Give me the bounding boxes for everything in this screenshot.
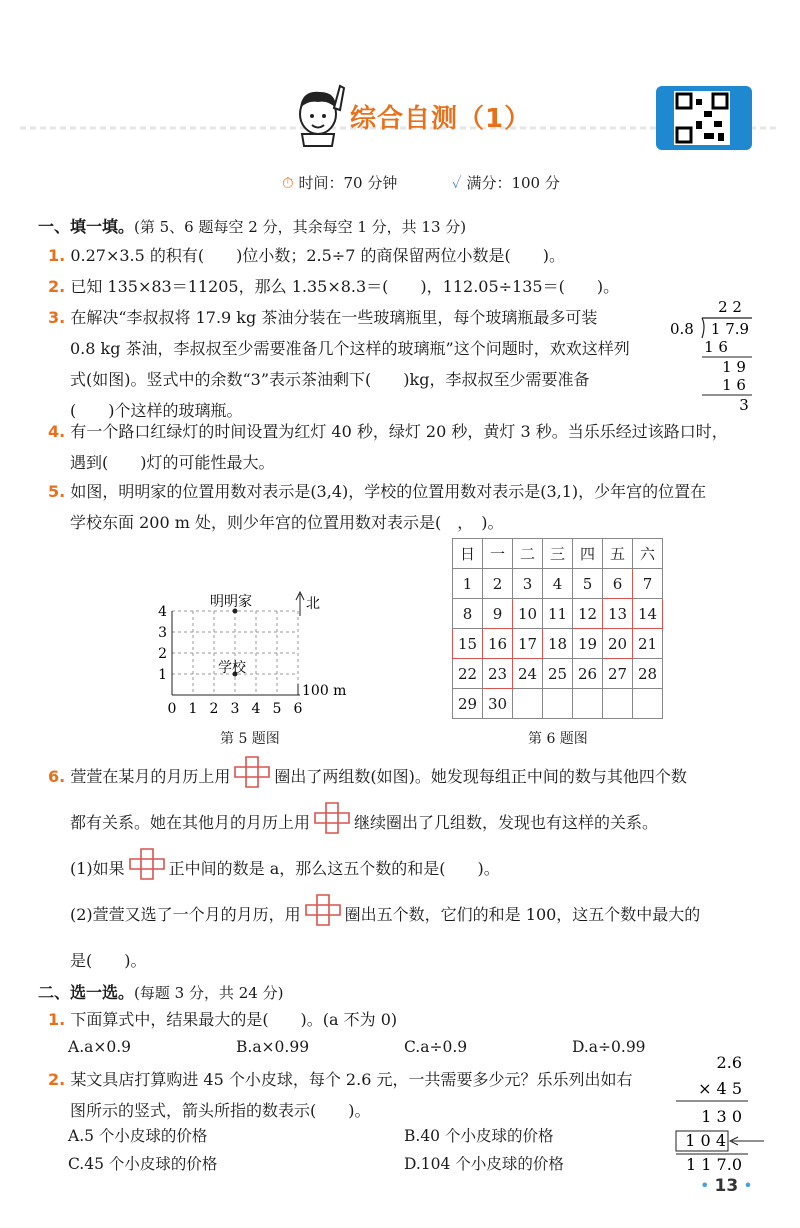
page-number: • 13 • — [700, 1176, 753, 1196]
s2-question-2: 2. 某文具店打算购进 45 个小皮球，每个 2.6 元，一共需要多少元？乐乐列出如右 图所示的竖式，箭头所指的数表示( )。 — [48, 1070, 633, 1120]
section2-heading: 二、选一选。(每题 3 分，共 24 分) — [38, 983, 284, 1002]
s2-q1-option-d: D.a÷0.99 — [572, 1038, 646, 1056]
division-quotient: 2 2 — [718, 298, 742, 316]
division-dividend: 1 7.9 — [710, 320, 750, 338]
s2-q2-option-a: A.5 个小皮球的价格 — [68, 1127, 208, 1145]
clock-icon: ⏱ — [282, 174, 294, 192]
grid-x-tick: 5 — [272, 701, 282, 717]
grid-scale-label: 100 m — [302, 683, 347, 699]
cross-shape-icon — [129, 848, 165, 880]
cross-shape-icon — [314, 802, 350, 834]
division-step1: 1 6 — [704, 338, 728, 356]
figure6-caption: 第 6 题图 — [528, 731, 588, 747]
check-circle-icon: ✓ — [452, 174, 462, 192]
grid-x-tick: 2 — [209, 701, 219, 717]
calendar-row: 1 2 3 4 5 6 7 — [453, 569, 663, 599]
grid-x-tick: 3 — [230, 701, 240, 717]
mascot-boy-illustration — [288, 78, 350, 148]
grid-y-tick: 1 — [158, 667, 167, 683]
mult-partial-2: 1 0 4 — [685, 1131, 726, 1150]
calendar-row: 8 9 10 11 12 13 14 — [453, 599, 663, 629]
qr-code-badge — [656, 86, 752, 150]
mult-factor-b: × 4 5 — [698, 1079, 742, 1098]
s2-q1-option-a: A.a×0.9 — [68, 1038, 131, 1056]
figure5-caption: 第 5 题图 — [220, 731, 280, 747]
s1-question-3: 3. 在解决“李叔叔将 17.9 kg 茶油分装在一些玻璃瓶里，每个玻璃瓶最多可装 0.8 kg 茶油，李叔叔至少需要准备几个这样的玻璃瓶”这个问题时，欢欢这样列 式(如图)。竖式中的余数“3”表示茶油剩下( )kg，李叔叔至少需要准备 ( )个这样的玻璃瓶。 — [48, 308, 630, 420]
coordinate-grid-figure — [150, 586, 360, 726]
s2-q2-option-d: D.104 个小皮球的价格 — [404, 1155, 564, 1173]
cross-shape-icon — [305, 894, 341, 926]
grid-x-tick: 6 — [293, 701, 303, 717]
grid-x-tick: 0 — [167, 701, 177, 717]
s1-question-6: 6. 萱萱在某月的月历上用 圈出了两组数(如图)。她发现每组正中间的数与其他四个数 都有关系。她在其他月的月历上用 继续圈出了几组数，发现也有这样的关系。 (1)如果 正中间的数是 a，那么这五个数的和是( )。 (2)萱萱又选了一个月的月历，用 圈出五个数，它们的和是 100，这五个数中最大的 是( )。 — [48, 754, 768, 984]
s1-question-1: 1. 0.27×3.5 的积有( )位小数；2.5÷7 的商保留两位小数是( )。 — [48, 246, 565, 265]
cross-shape-icon — [234, 756, 270, 788]
s1-question-5: 5. 如图，明明家的位置用数对表示是(3,4)，学校的位置用数对表示是(3,1)，少年宫的位置在 学校东面 200 m 处，则少年宫的位置用数对表示是( ， )。 — [48, 482, 707, 532]
s2-q2-option-c: C.45 个小皮球的价格 — [68, 1155, 218, 1173]
grid-home-label: 明明家 — [210, 594, 252, 610]
mult-partial-1: 1 3 0 — [701, 1107, 742, 1126]
qr-code-icon — [674, 91, 730, 145]
grid-x-tick: 4 — [251, 701, 261, 717]
grid-north-label: 北 — [306, 596, 320, 612]
s1-question-4: 4. 有一个路口红绿灯的时间设置为红灯 40 秒，绿灯 20 秒，黄灯 3 秒。当乐乐经过该路口时， 遇到( )灯的可能性最大。 — [48, 422, 728, 472]
s1-question-2: 2. 已知 135×83＝11205，那么 1.35×8.3＝( )，112.05÷135＝( )。 — [48, 277, 620, 296]
calendar-header-row: 日 一 二 三 四 五 六 — [453, 539, 663, 569]
dot-icon: • — [743, 1176, 753, 1195]
full-score: ✓ 满分：100 分 — [452, 174, 560, 192]
s2-q1-option-c: C.a÷0.9 — [404, 1038, 468, 1056]
dot-icon: • — [700, 1176, 710, 1195]
division-divisor: 0.8 — [670, 320, 694, 338]
calendar-row: 15 16 17 18 19 20 21 — [453, 629, 663, 659]
calendar-row: 22 23 24 25 26 27 28 — [453, 659, 663, 689]
long-division-figure — [668, 296, 758, 416]
division-step2: 1 9 — [722, 358, 746, 376]
s2-question-1: 1. 下面算式中，结果最大的是( )。(a 不为 0) — [48, 1010, 398, 1029]
vertical-multiplication-figure — [668, 1050, 778, 1175]
division-remainder: 3 — [739, 396, 749, 414]
s2-q1-option-b: B.a×0.99 — [236, 1038, 310, 1056]
grid-school-label: 学校 — [218, 660, 246, 676]
grid-y-tick: 4 — [158, 604, 167, 620]
section1-heading: 一、填一填。(第 5、6 题每空 2 分，其余每空 1 分，共 13 分) — [38, 217, 467, 236]
page-title: 综合自测（1） — [350, 104, 532, 134]
division-step3: 1 6 — [722, 376, 746, 394]
mult-total: 1 1 7.0 — [686, 1155, 742, 1174]
mult-factor-a: 2.6 — [716, 1053, 742, 1072]
time-limit: ⏱ 时间：70 分钟 — [282, 174, 398, 192]
grid-y-tick: 2 — [158, 646, 167, 662]
calendar-row: 29 30 — [453, 689, 663, 719]
s2-q2-option-b: B.40 个小皮球的价格 — [404, 1127, 554, 1145]
grid-x-tick: 1 — [188, 701, 198, 717]
grid-y-tick: 3 — [158, 625, 167, 641]
calendar-table — [452, 538, 663, 719]
